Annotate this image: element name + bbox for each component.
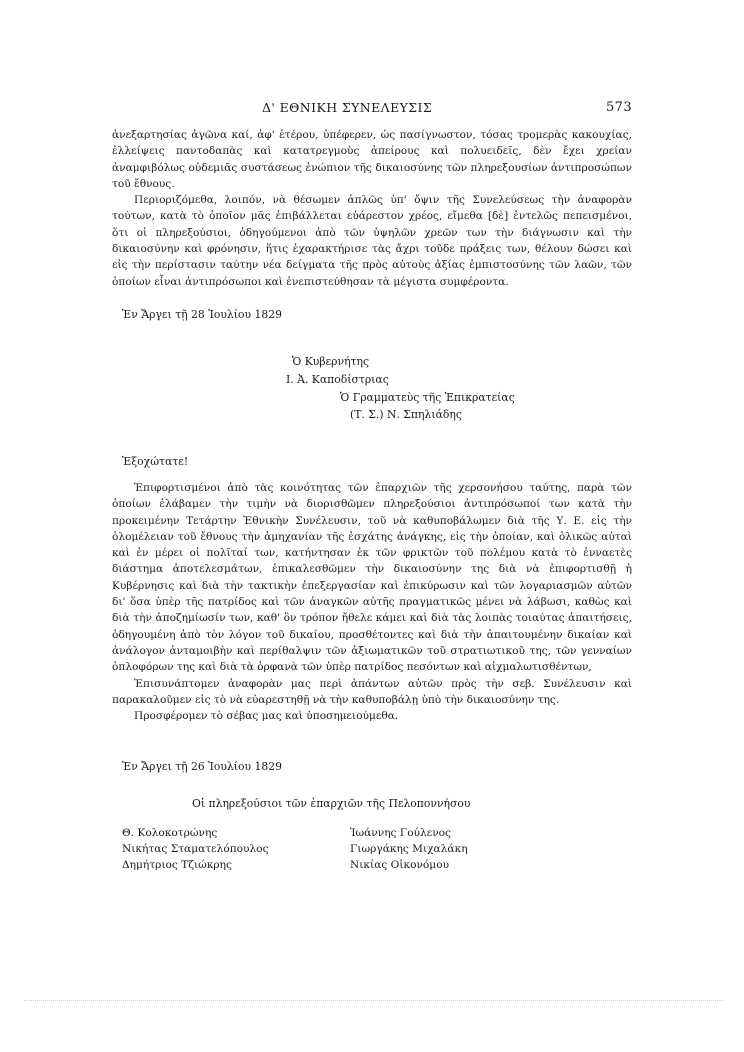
letter2-body xyxy=(112,480,632,724)
letter2-paragraph: Ἐπισυνάπτομεν ἀναφορὰν μας περὶ ἁπάντων αὐτῶν πρὸς τὴν σεβ. Συνέλευσιν καὶ παρακαλοῦμεν εἰς τὸ νὰ εὐαρεστηθῇ νὰ τὴν καθυποβάλῃ ὑπὸ τὴν δικαιοσύνην της. xyxy=(112,677,632,706)
secretary-title: Ὁ Γραμματεὺς τῆς Ἐπικρατείας xyxy=(340,391,515,404)
letter2-date: Ἐν Ἄργει τῇ 26 Ἰουλίου 1829 xyxy=(122,760,282,773)
letter2-paragraph: Ἐπιφορτισμένοι ἀπὸ τὰς κοινότητας τῶν ἐπαρχιῶν τῆς χερσονήσου ταύτης, παρὰ τῶν ὁποίων ἐλάβαμεν τὴν τιμὴν νὰ διορισθῶμεν πληρεξούσιοι ἀντιπρόσωποί των κατὰ τὴν προκειμένην Τετάρτην Ἐθνικὴν Συνέλευσιν, τοῦ νὰ καθυποβάλωμεν διὰ τῆς Υ. Ε. εἰς τὴν ὁλομέλειαν τοῦ ἔθνους τὴν ἀμηχανίαν τῆς ἐσχάτης ἀνάγκης, εἰς τὴν ὁποίαν, καὶ ὁλικῶς αὐταὶ καὶ ἐν μέρει οἱ πολῖταί των, κατήντησαν ἐκ τῶν φρικτῶν τοῦ πολέμου κατὰ τὸ ἐνναετὲς διάστημα ἀποτελεσμάτων, ἐπικαλεσθῶμεν τὴν δικαιοσύνην της διὰ νὰ ἐπιφορτισθῇ ἡ Κυβέρνησις καὶ διὰ τὴν τακτικὴν ἐπεξεργασίαν καὶ ἐπικύρωσιν καὶ τῶν λογαριασμῶν αὐτῶν δι' ὅσα ὑπὲρ τῆς πατρίδος καὶ τῶν ἀναγκῶν αὐτῆς πραγματικῶς μένει νὰ λάβωσι, καθὼς καὶ διὰ τὴν ἀποζημίωσίν των, καθ' ὃν τρόπον ἤθελε κάμει καὶ διὰ τὰς λοιπὰς τοιαύτας ἀπαιτήσεις, ὁδηγουμένη ἀπὸ τὸν λόγον τοῦ δικαίου, προσθέτοντες καὶ διὰ τὴν ἀπαιτουμένην δικαίαν καὶ ἀνάλογον ἀνταμοιβὴν καὶ περίθαλψιν τῶν ἀξιωματικῶν τοῦ στρατιωτικοῦ της, τῶν γενναίων ὁπλοφόρων της καὶ διὰ τὰ ὀρφανὰ τῶν ὑπὲρ πατρίδος πεσόντων καὶ αἰχμαλωτισθέντων, xyxy=(112,482,632,674)
letter1-paragraph: Περιοριζόμεθα, λοιπόν, νὰ θέσωμεν ἁπλῶς ὑπ' ὄψιν τῆς Συνελεύσεως τὴν ἀναφορὰν τούτων, κατὰ τὸ ὁποῖον μᾶς ἐπιβάλλεται εὐάρεστον χρέος, εἴμεθα [δὲ] ἐντελῶς πεπεισμένοι, ὅτι οἱ πληρεξούσιοι, ὁδηγούμενοι ἀπὸ τῶν ὑψηλῶν χρεῶν των τὴν διάγνωσιν καὶ τὴν δικαιοσύνην καὶ φρόνησιν, ἥτις ἐχαρακτήρισε τὰς ἄχρι τοῦδε πράξεις των, θέλουν δώσει καὶ εἰς τὴν περίστασιν ταύτην νέα δείγματα τῆς πρὸς αὐτοὺς ἀξίας ἐμπιστοσύνης τῶν λαῶν, τῶν ὁποίων εἶναι ἀντιπρόσωποι καὶ ἐνεπιστεύθησαν τὰ μέγιστα συμφέροντα. xyxy=(112,194,632,288)
signatory-name: Θ. Κολοκοτρώνης xyxy=(122,827,218,839)
secretary-name: (Τ. Σ.) Ν. Σπηλιάδης xyxy=(350,408,462,421)
letter2-paragraph: Προσφέρομεν τὸ σέβας μας καὶ ὑποσημειούμεθα. xyxy=(134,710,399,723)
governor-name: Ι. Ἀ. Καποδίστριας xyxy=(286,373,389,386)
letter1-date: Ἐν Ἄργει τῇ 28 Ἰουλίου 1829 xyxy=(122,308,282,321)
signatory-name: Γιωργάκης Μιχαλάκη xyxy=(350,843,468,856)
page-header xyxy=(112,100,632,118)
signatories-left xyxy=(122,825,269,874)
signatory-name: Νικήτας Σταματελόπουλος xyxy=(122,843,269,856)
governor-title: Ὁ Κυβερνήτης xyxy=(292,355,370,368)
signatory-name: Νικίας Οἰκονόμου xyxy=(350,859,450,872)
running-title: Δ' ΕΘΝΙΚΗ ΣΥΝΕΛΕΥΣΙΣ xyxy=(262,100,433,115)
letter1-body xyxy=(112,127,632,290)
signatories-heading: Οἱ πληρεξούσιοι τῶν ἐπαρχιῶν τῆς Πελοποννήσου xyxy=(192,797,471,810)
letter1-paragraph: ἀνεξαρτησίας ἀγῶνα καί, ἀφ' ἑτέρου, ὑπέφερεν, ὡς πασίγνωστον, τόσας τρομερὰς κακουχίας, ἐλλείψεις παντοδαπὰς καὶ κατατρεγμοὺς ἀπείρους καὶ πολυειδεῖς, δὲν ἔχει χρείαν ἀναμφιβόλως οὐδεμιᾶς συστάσεως ἐνώπιον τῆς δικαιοσύνης τῶν πληρεξουσίων ἀντιπροσώπων τοῦ ἔθνους. xyxy=(112,129,632,190)
scan-artifact-line xyxy=(24,1000,724,1001)
signatory-name: Δημήτριος Τζιώκρης xyxy=(122,859,232,872)
page-number: 573 xyxy=(605,100,632,115)
salutation: Ἐξοχώτατε! xyxy=(122,455,189,468)
signatory-name: Ἰωάννης Γούλενος xyxy=(350,827,451,839)
signatories-right xyxy=(350,825,468,874)
